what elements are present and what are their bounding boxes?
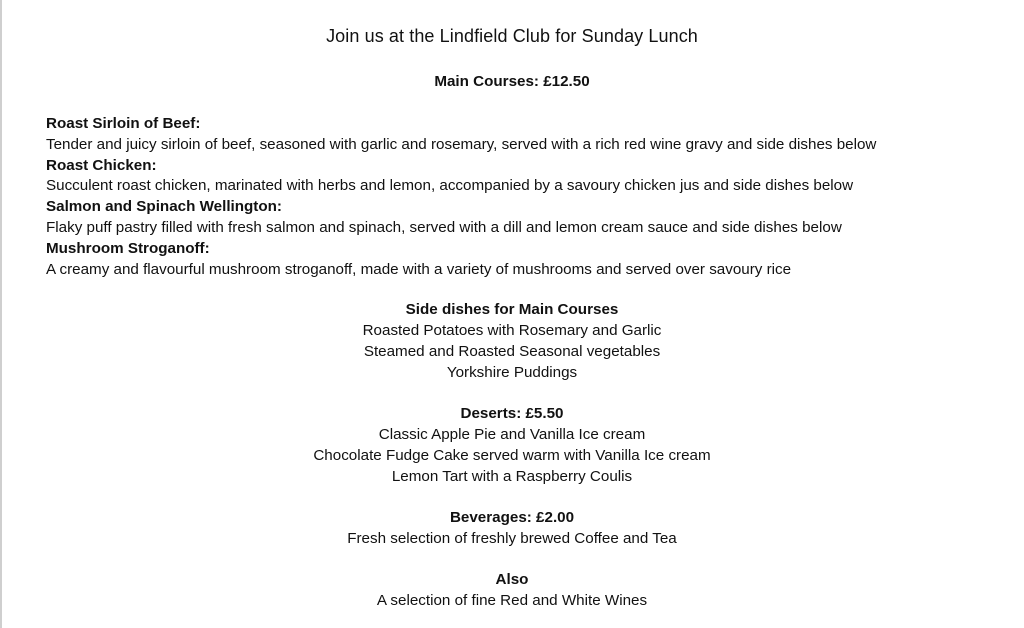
side-dishes-heading: Side dishes for Main Courses <box>405 301 619 318</box>
also-heading: Also <box>495 571 529 588</box>
desert-item: Lemon Tart with a Raspberry Coulis <box>391 468 633 485</box>
desert-item: Classic Apple Pie and Vanilla Ice cream <box>378 426 646 443</box>
deserts-heading: Deserts: £5.50 <box>460 405 564 422</box>
menu-title: Join us at the Lindfield Club for Sunday Lunch <box>326 26 698 46</box>
dish-name-roast-chicken: Roast Chicken: <box>46 156 157 174</box>
also-item: A selection of fine Red and White Wines <box>376 592 648 609</box>
dish-name-mushroom-stroganoff: Mushroom Stroganoff: <box>46 239 210 257</box>
side-dish-item: Steamed and Roasted Seasonal vegetables <box>363 343 661 360</box>
dish-name-roast-sirloin: Roast Sirloin of Beef: <box>46 115 201 132</box>
side-dish-item: Roasted Potatoes with Rosemary and Garlic <box>362 322 662 339</box>
beverages-heading: Beverages: £2.00 <box>449 509 575 526</box>
beverage-item: Fresh selection of freshly brewed Coffee and Tea <box>347 530 677 547</box>
dish-description-roast-sirloin: Tender and juicy sirloin of beef, seasoned with garlic and rosemary, served with a rich red wine gravy and side dishes below <box>46 135 877 153</box>
main-courses-list <box>46 114 1006 280</box>
dish-description-salmon-wellington: Flaky puff pastry filled with fresh salmon and spinach, served with a dill and lemon cream sauce and side dishes below <box>46 218 842 236</box>
main-courses-heading: Main Courses: £12.50 <box>434 73 590 90</box>
side-dish-item: Yorkshire Puddings <box>446 364 578 381</box>
dish-name-salmon-wellington: Salmon and Spinach Wellington: <box>46 198 282 216</box>
dish-description-mushroom-stroganoff: A creamy and flavourful mushroom stroganoff, made with a variety of mushrooms and served over savoury rice <box>46 260 792 278</box>
dish-description-roast-chicken: Succulent roast chicken, marinated with herbs and lemon, accompanied by a savoury chicken jus and side dishes below <box>46 177 854 195</box>
desert-item: Chocolate Fudge Cake served warm with Vanilla Ice cream <box>313 447 711 464</box>
